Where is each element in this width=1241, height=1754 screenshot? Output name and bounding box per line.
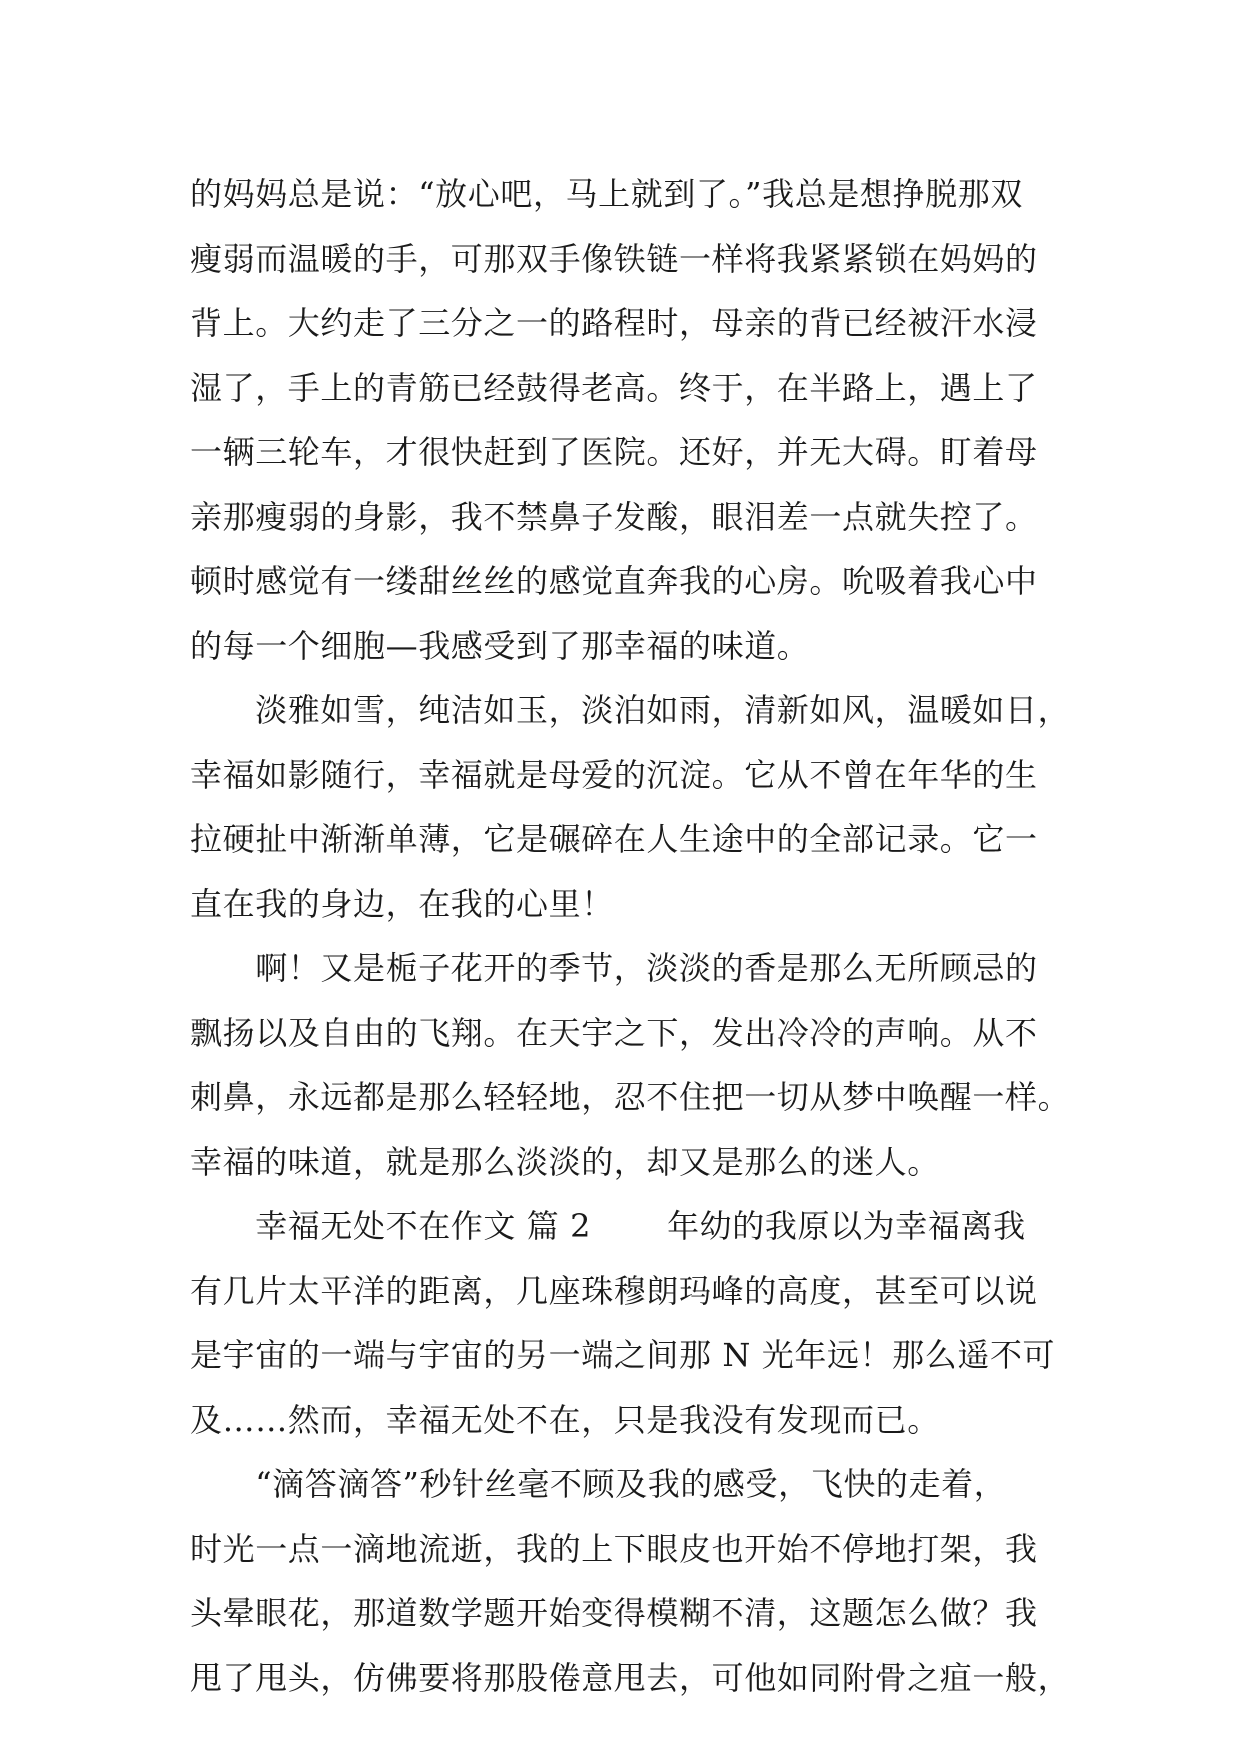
text-line: 淡雅如雪，纯洁如玉，淡泊如雨，清新如风，温暖如日， <box>190 691 1071 729</box>
text-line: 湿了，手上的青筋已经鼓得老高。终于，在半路上，遇上了 <box>190 368 1038 407</box>
text-line: 幸福无处不在作文 篇 2 年幼的我原以为幸福离我 <box>190 1207 1026 1245</box>
text-line: 刺鼻，永远都是那么轻轻地，忍不住把一切从梦中唤醒一样。 <box>190 1078 1071 1116</box>
text-line: 幸福的味道，就是那么淡淡的，却又是那么的迷人。 <box>190 1142 940 1181</box>
article-body <box>190 162 1070 1710</box>
text-line: 瘦弱而温暖的手，可那双手像铁链一样将我紧紧锁在妈妈的 <box>190 239 1038 278</box>
text-line: 时光一点一滴地流逝，我的上下眼皮也开始不停地打架，我 <box>190 1529 1038 1568</box>
text-line: 啊！又是栀子花开的季节，淡淡的香是那么无所顾忌的 <box>190 949 1038 987</box>
text-line: 背上。大约走了三分之一的路程时，母亲的背已经被汗水浸 <box>190 304 1038 342</box>
text-line: 是宇宙的一端与宇宙的另一端之间那 N 光年远！那么遥不可 <box>190 1336 1056 1374</box>
text-line: 幸福如影随行，幸福就是母爱的沉淀。它从不曾在年华的生 <box>190 755 1038 794</box>
text-line: 亲那瘦弱的身影，我不禁鼻子发酸，眼泪差一点就失控了。 <box>190 497 1038 536</box>
text-line: 飘扬以及自由的飞翔。在天宇之下，发出冷冷的声响。从不 <box>190 1013 1038 1052</box>
text-line: 顿时感觉有一缕甜丝丝的感觉直奔我的心房。吮吸着我心中 <box>190 562 1038 600</box>
text-line: 头晕眼花，那道数学题开始变得模糊不清，这题怎么做？我 <box>190 1594 1038 1632</box>
text-line: 的每一个细胞—我感受到了那幸福的味道。 <box>190 626 810 665</box>
text-line: 有几片太平洋的距离，几座珠穆朗玛峰的高度，甚至可以说 <box>190 1271 1038 1310</box>
text-line: “滴答滴答”秒针丝毫不顾及我的感受，飞快的走着， <box>190 1465 1007 1503</box>
text-line: 直在我的身边，在我的心里！ <box>190 884 614 923</box>
text-line: 拉硬扯中渐渐单薄，它是碾碎在人生途中的全部记录。它一 <box>190 820 1038 858</box>
text-line: 及……然而，幸福无处不在，只是我没有发现而已。 <box>190 1400 940 1439</box>
text-line: 一辆三轮车，才很快赶到了医院。还好，并无大碍。盯着母 <box>190 433 1038 471</box>
text-line: 的妈妈总是说：“放心吧，马上就到了。”我总是想挣脱那双 <box>190 175 1023 213</box>
text-line: 甩了甩头，仿佛要将那股倦意甩去，可他如同附骨之疽一般， <box>190 1658 1071 1697</box>
